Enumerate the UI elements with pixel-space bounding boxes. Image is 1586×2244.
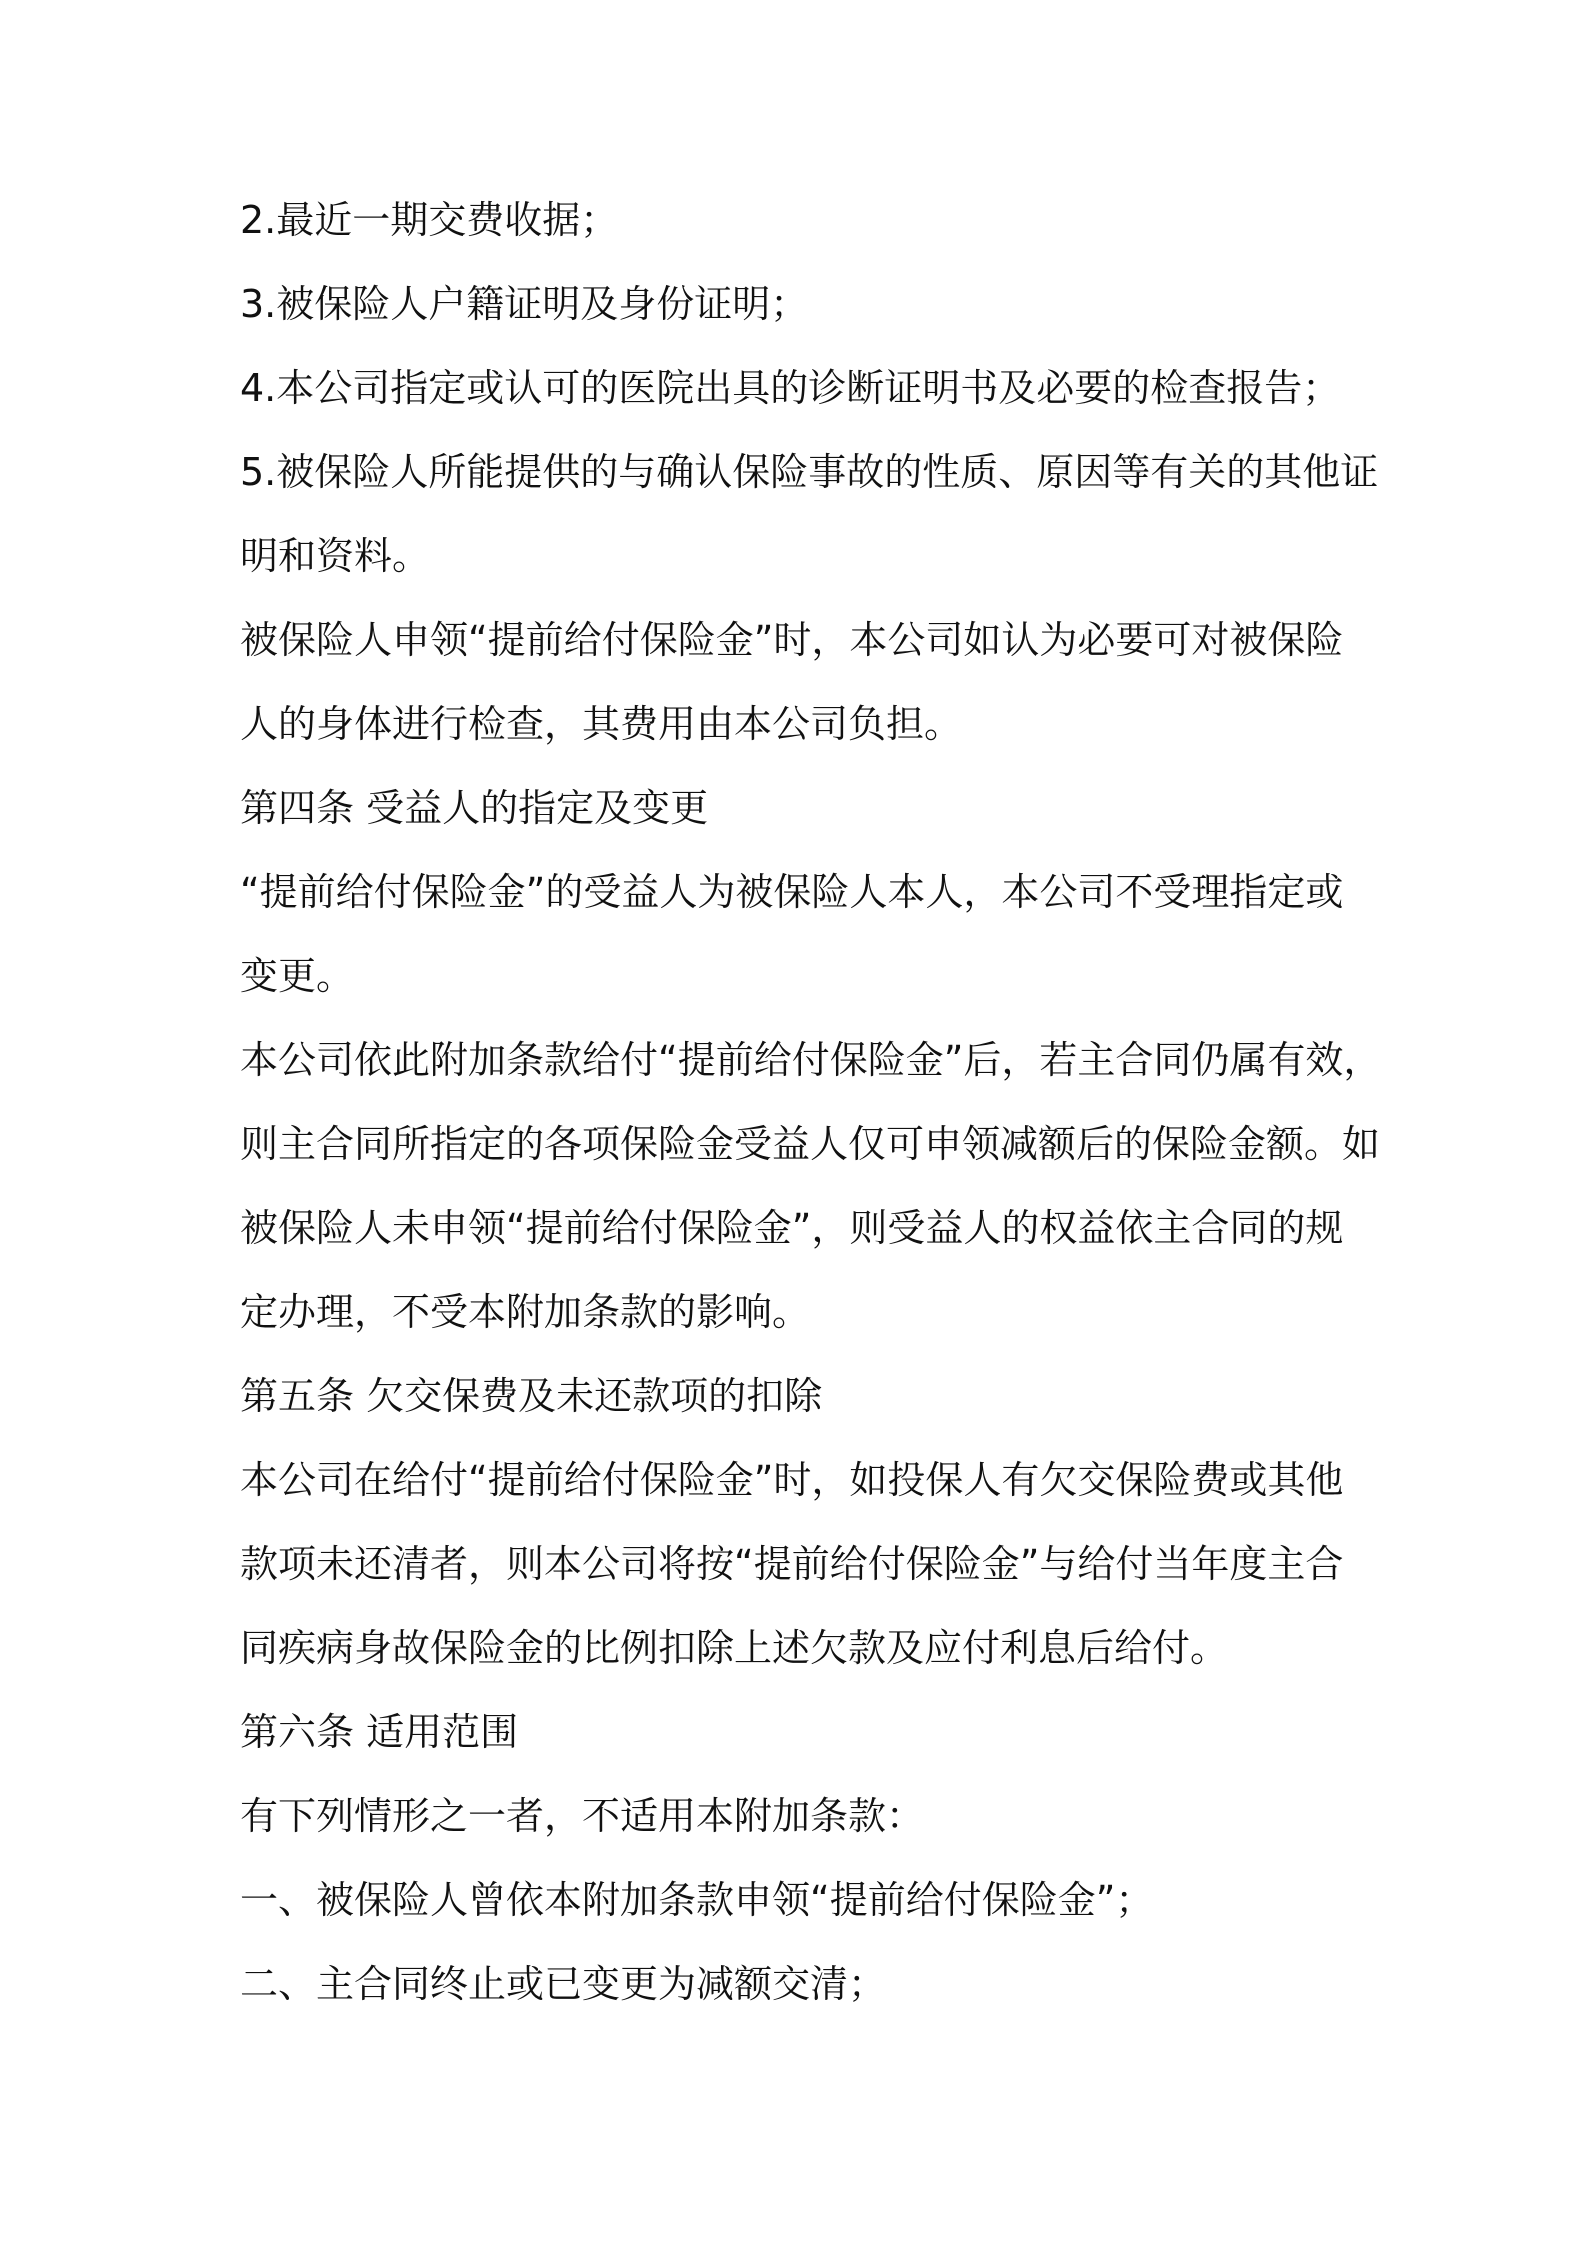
article-6-intro: 有下列情形之一者，不适用本附加条款： <box>240 1794 925 1838</box>
article-5-paragraph-line-1: 本公司在给付“提前给付保险金”时，如投保人有欠交保险费或其他 <box>240 1458 1344 1502</box>
article-4-paragraph-2-line-4: 定办理，不受本附加条款的影响。 <box>240 1290 811 1334</box>
item-4-line: 4.本公司指定或认可的医院出具的诊断证明书及必要的检查报告； <box>240 366 1341 410</box>
item-5-line-2: 明和资料。 <box>240 534 431 578</box>
article-6-item-2: 二、主合同终止或已变更为减额交清； <box>240 1962 887 2006</box>
exam-paragraph-line-1: 被保险人申领“提前给付保险金”时，本公司如认为必要可对被保险 <box>240 618 1344 662</box>
article-4-paragraph-1-line-2: 变更。 <box>240 954 355 998</box>
exam-paragraph-line-2: 人的身体进行检查，其费用由本公司负担。 <box>240 702 963 746</box>
article-4-heading: 第四条 受益人的指定及变更 <box>240 786 709 830</box>
item-3-line: 3.被保险人户籍证明及身份证明； <box>240 282 809 326</box>
article-5-paragraph-line-2: 款项未还清者，则本公司将按“提前给付保险金”与给付当年度主合 <box>240 1542 1344 1586</box>
article-4-paragraph-2-line-3: 被保险人未申领“提前给付保险金”，则受益人的权益依主合同的规 <box>240 1206 1344 1250</box>
article-6-item-1: 一、被保险人曾依本附加条款申领“提前给付保险金”； <box>240 1878 1154 1922</box>
item-5-line-1: 5.被保险人所能提供的与确认保险事故的性质、原因等有关的其他证 <box>240 450 1379 494</box>
article-6-heading: 第六条 适用范围 <box>240 1710 519 1754</box>
item-2-line: 2.最近一期交费收据； <box>240 198 619 242</box>
article-4-paragraph-2-line-2: 则主合同所指定的各项保险金受益人仅可申领减额后的保险金额。如 <box>240 1122 1381 1166</box>
article-5-paragraph-line-3: 同疾病身故保险金的比例扣除上述欠款及应付利息后给付。 <box>240 1626 1229 1670</box>
article-4-paragraph-2-line-1: 本公司依此附加条款给付“提前给付保险金”后，若主合同仍属有效， <box>240 1038 1382 1082</box>
article-5-heading: 第五条 欠交保费及未还款项的扣除 <box>240 1374 823 1418</box>
article-4-paragraph-1-line-1: “提前给付保险金”的受益人为被保险人本人，本公司不受理指定或 <box>240 870 1344 914</box>
